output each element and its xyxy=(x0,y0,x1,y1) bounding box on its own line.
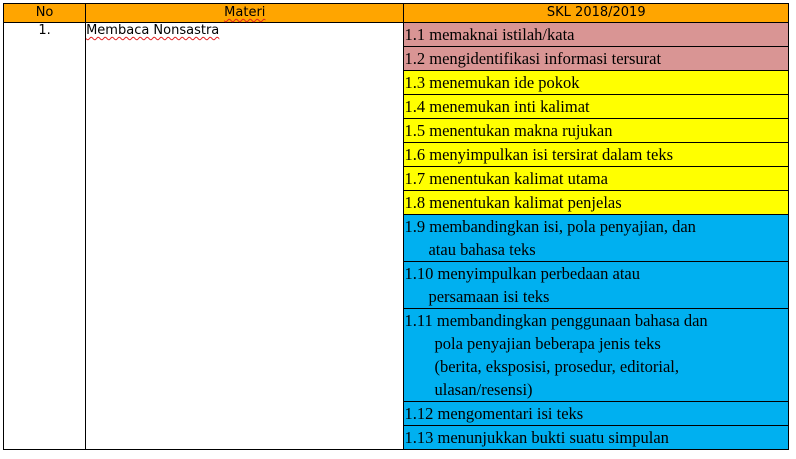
row-number: 1. xyxy=(4,23,86,450)
skl-item xyxy=(404,262,789,309)
skl-item xyxy=(404,426,789,450)
skl-table xyxy=(3,3,789,450)
skl-item-text: 1.4 menemukan inti kalimat xyxy=(404,97,590,116)
header-skl: SKL 2018/2019 xyxy=(404,4,789,23)
skl-item xyxy=(404,167,789,191)
header-row xyxy=(4,4,789,23)
skl-item-text: 1.11 membandingkan penggunaan bahasa dan xyxy=(404,311,708,330)
skl-item-text: 1.6 menyimpulkan isi tersirat dalam teks xyxy=(404,145,674,164)
skl-item xyxy=(404,191,789,215)
skl-item-continuation: atau bahasa teks xyxy=(428,240,536,259)
skl-item xyxy=(404,143,789,167)
skl-item-text: 1.12 mengomentari isi teks xyxy=(404,404,584,423)
skl-item xyxy=(404,71,789,95)
skl-item xyxy=(404,47,789,71)
skl-item-continuation: pola penyajian beberapa jenis teks xyxy=(434,334,661,353)
skl-item xyxy=(404,402,789,426)
skl-item-continuation: ulasan/resensi) xyxy=(434,380,533,399)
skl-item xyxy=(404,309,789,402)
skl-item-text: 1.1 memaknai istilah/kata xyxy=(404,25,575,44)
skl-item-text: 1.7 menentukan kalimat utama xyxy=(404,169,608,188)
skl-item-text: 1.9 membandingkan isi, pola penyajian, dan xyxy=(404,217,696,236)
skl-item-text: 1.5 menentukan makna rujukan xyxy=(404,121,613,140)
table-row xyxy=(4,23,789,47)
header-materi: Materi xyxy=(86,4,404,23)
skl-item xyxy=(404,95,789,119)
skl-item-continuation: persamaan isi teks xyxy=(428,287,550,306)
skl-item xyxy=(404,23,789,47)
skl-item-text: 1.8 menentukan kalimat penjelas xyxy=(404,193,622,212)
header-no: No xyxy=(4,4,86,23)
skl-item-text: 1.2 mengidentifikasi informasi tersurat xyxy=(404,49,662,68)
skl-item-text: 1.13 menunjukkan bukti suatu simpulan xyxy=(404,428,669,447)
materi-cell xyxy=(86,23,404,450)
skl-item xyxy=(404,119,789,143)
skl-item xyxy=(404,215,789,262)
materi-label: Membaca Nonsastra xyxy=(86,23,220,38)
skl-item-text: 1.10 menyimpulkan perbedaan atau xyxy=(404,264,640,283)
skl-item-continuation: (berita, eksposisi, prosedur, editorial, xyxy=(434,357,679,376)
skl-item-text: 1.3 menemukan ide pokok xyxy=(404,73,580,92)
